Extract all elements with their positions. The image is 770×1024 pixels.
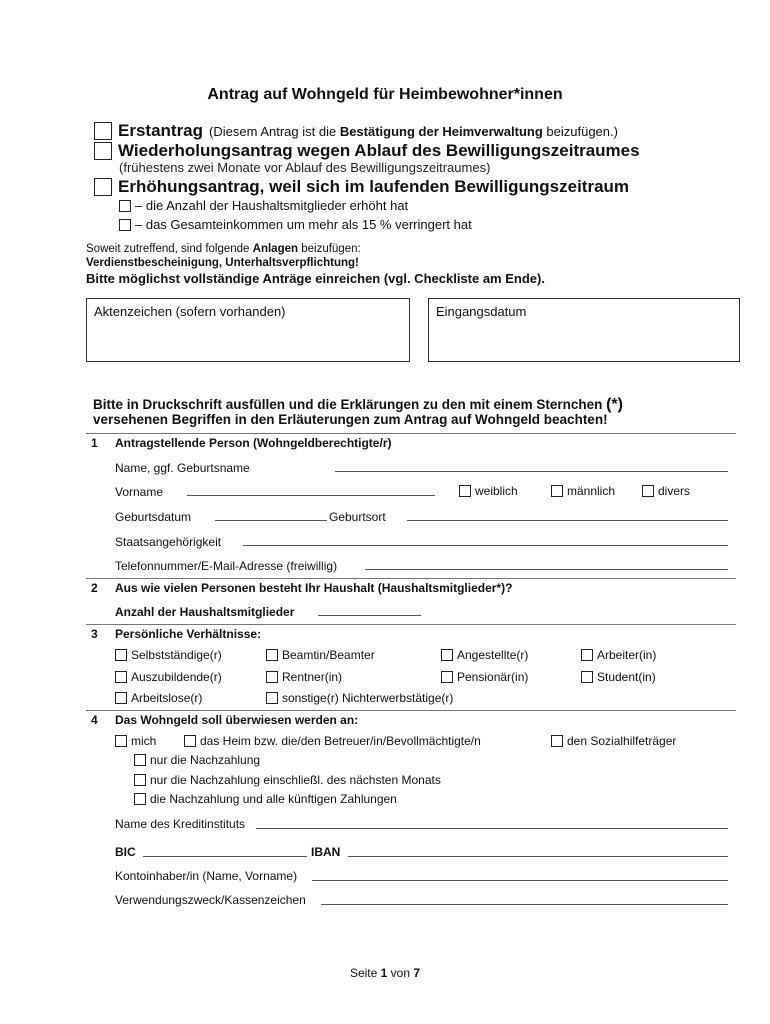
account-holder-field[interactable] [312,880,728,881]
attachments-list: Verdienstbescheinigung, Unterhaltsverpflichtung! [86,257,359,269]
section-2-title: Aus wie vielen Personen besteht Ihr Haushalt (Haushaltsmitglieder*)? [115,581,513,595]
occupation-civil-servant[interactable]: Beamtin/Beamter [266,648,375,662]
name-label: Name, ggf. Geburtsname [115,461,250,475]
option-repeat-application[interactable] [94,141,640,161]
section-2-number: 2 [91,581,98,595]
instructions-line-1: Bitte in Druckschrift ausfüllen und die Erklärungen zu den mit einem Sternchen (*) [93,396,623,413]
birth-place-field[interactable] [407,520,728,521]
payment-back-all-future[interactable]: die Nachzahlung und alle künftigen Zahlungen [134,792,397,806]
checkbox-first-application[interactable] [94,122,112,140]
birth-date-label: Geburtsdatum [115,510,192,524]
recipient-self[interactable]: mich [115,734,156,748]
occupation-other-non-working[interactable]: sonstige(r) Nichterwerbstätige(r) [266,691,453,705]
section-1-number: 1 [91,436,98,450]
birth-place-label: Geburtsort [329,510,386,524]
checkbox-civil-servant[interactable] [266,649,278,661]
checkbox-male[interactable] [551,485,563,497]
gender-option-male[interactable]: männlich [551,484,615,498]
occupation-pensioner[interactable]: Rentner(in) [266,670,342,684]
checkbox-payment-back-all-future[interactable] [134,793,146,805]
household-count-field[interactable] [318,615,421,616]
checkbox-retired-official[interactable] [441,671,453,683]
page-title: Antrag auf Wohngeld für Heimbewohner*innen [207,86,563,103]
increase-application-label: Erhöhungsantrag, weil sich im laufenden Bewilligungszeitraum [118,177,630,196]
page-number: Seite 1 von 7 [349,966,421,980]
section-2-divider [86,578,736,579]
checkbox-increase-members[interactable] [119,200,131,212]
recipient-home[interactable]: das Heim bzw. die/den Betreuer/in/Bevollmächtigte/n [184,734,481,748]
instructions-line-2: versehenen Begriffen in den Erläuterungen zum Antrag auf Wohngeld beachten! [93,412,608,427]
payment-back-next-month[interactable]: nur die Nachzahlung einschließl. des nächsten Monats [134,773,441,787]
nationality-label: Staatsangehörigkeit [115,535,222,549]
name-field[interactable] [335,471,728,472]
recipient-social-welfare[interactable]: den Sozialhilfeträger [551,734,676,748]
attachments-intro: Soweit zutreffend, sind folgende Anlagen beizufügen: [86,243,361,255]
occupation-worker[interactable]: Arbeiter(in) [581,648,656,662]
occupation-unemployed[interactable]: Arbeitslose(r) [115,691,202,705]
receipt-date-box[interactable] [428,298,740,362]
section-1-title: Antragstellende Person (Wohngeldberechtigte/r) [115,436,392,450]
first-name-label: Vorname [115,485,164,499]
reference-label: Verwendungszweck/Kassenzeichen [115,893,306,907]
first-application-note: (Diesem Antrag ist die Bestätigung der Heimverwaltung beizufügen.) [209,123,618,139]
checkbox-other-non-working[interactable] [266,692,278,704]
iban-label: IBAN [311,845,341,859]
file-number-label: Aktenzeichen (sofern vorhanden) [94,304,286,319]
occupation-trainee[interactable]: Auszubildende(r) [115,670,222,684]
receipt-date-label: Eingangsdatum [436,304,527,319]
checkbox-unemployed[interactable] [115,692,127,704]
checkbox-recipient-home[interactable] [184,735,196,747]
section-3-title: Persönliche Verhältnisse: [115,627,262,641]
section-4-title: Das Wohngeld soll überwiesen werden an: [115,713,359,727]
occupation-employee[interactable]: Angestellte(r) [441,648,528,662]
reference-field[interactable] [321,904,728,905]
nationality-field[interactable] [243,545,728,546]
first-name-field[interactable] [187,495,435,496]
section-4-number: 4 [91,713,98,727]
section-1-divider [86,433,736,434]
bic-field[interactable] [143,856,307,857]
checkbox-student[interactable] [581,671,593,683]
checkbox-payment-back-next-month[interactable] [134,774,146,786]
increase-sub-members[interactable]: – die Anzahl der Haushaltsmitglieder erhöht hat [119,198,408,213]
attachments-completeness-note: Bitte möglichst vollständige Anträge einreichen (vgl. Checkliste am Ende). [86,271,545,286]
checkbox-self-employed[interactable] [115,649,127,661]
section-4-divider [86,710,736,711]
section-3-divider [86,624,736,625]
repeat-application-label: Wiederholungsantrag wegen Ablauf des Bewilligungszeitraumes [118,141,640,160]
option-increase-application[interactable] [94,177,629,197]
bank-name-field[interactable] [256,828,728,829]
first-application-label: Erstantrag [118,121,204,140]
occupation-retired-official[interactable]: Pensionär(in) [441,670,528,684]
iban-field[interactable] [348,856,728,857]
increase-sub-income[interactable]: – das Gesamteinkommen um mehr als 15 % verringert hat [119,217,472,232]
checkbox-recipient-social-welfare[interactable] [551,735,563,747]
contact-label: Telefonnummer/E-Mail-Adresse (freiwillig) [115,559,338,573]
file-number-box[interactable] [86,298,410,362]
section-3-number: 3 [91,627,98,641]
checkbox-female[interactable] [459,485,471,497]
occupation-student[interactable]: Student(in) [581,670,656,684]
occupation-self-employed[interactable]: Selbstständige(r) [115,648,222,662]
checkbox-trainee[interactable] [115,671,127,683]
bank-name-label: Name des Kreditinstituts [115,817,246,831]
payment-back-only[interactable]: nur die Nachzahlung [134,753,260,767]
repeat-application-note: (frühestens zwei Monate vor Ablauf des Bewilligungszeitraumes) [119,160,491,175]
checkbox-diverse[interactable] [642,485,654,497]
checkbox-pensioner[interactable] [266,671,278,683]
option-first-application[interactable] [94,121,618,141]
checkbox-recipient-self[interactable] [115,735,127,747]
household-count-label: Anzahl der Haushaltsmitglieder [115,605,295,619]
checkbox-payment-back-only[interactable] [134,754,146,766]
gender-option-diverse[interactable]: divers [642,484,690,498]
account-holder-label: Kontoinhaber/in (Name, Vorname) [115,869,298,883]
checkbox-increase-application[interactable] [94,178,112,196]
checkbox-repeat-application[interactable] [94,142,112,160]
checkbox-employee[interactable] [441,649,453,661]
checkbox-increase-income[interactable] [119,219,131,231]
gender-option-female[interactable]: weiblich [459,484,518,498]
checkbox-worker[interactable] [581,649,593,661]
bic-label: BIC [115,845,136,859]
contact-field[interactable] [365,569,728,570]
birth-date-field[interactable] [215,520,327,521]
